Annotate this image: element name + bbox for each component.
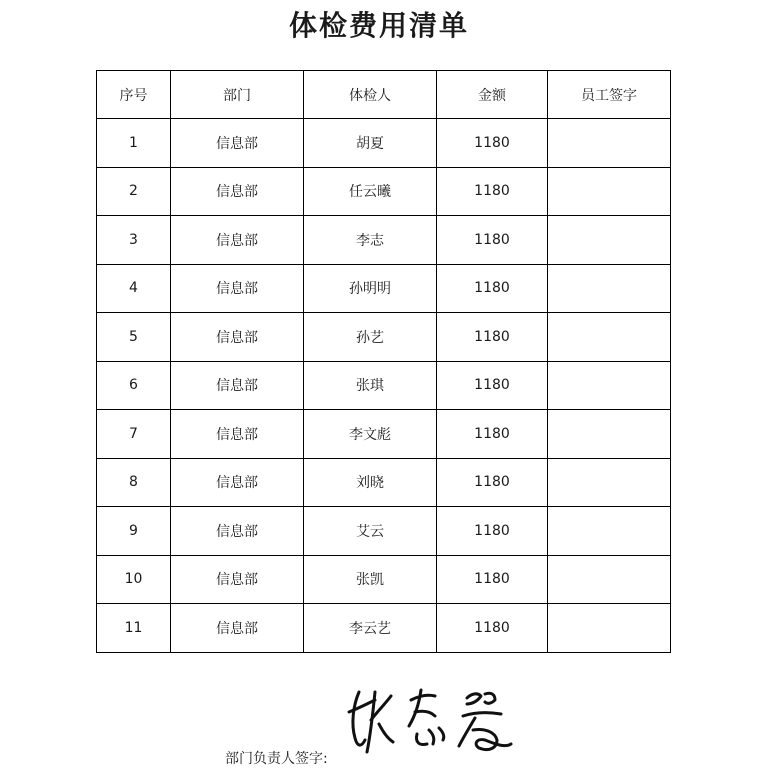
table-row: [97, 555, 671, 604]
cell-department: 信息部: [171, 264, 304, 313]
cell-examinee: 张凯: [304, 555, 437, 604]
cell-index: 8: [97, 458, 171, 507]
header-employee-signature: 员工签字: [548, 71, 671, 119]
cell-department: 信息部: [171, 458, 304, 507]
table-row: [97, 458, 671, 507]
header-amount: 金额: [437, 71, 548, 119]
department-head-signature-label: 部门负责人签字:: [225, 751, 328, 767]
table-row: [97, 216, 671, 265]
cell-signature: [548, 458, 671, 507]
cell-signature: [548, 410, 671, 459]
header-department: 部门: [171, 71, 304, 119]
cell-signature: [548, 313, 671, 362]
cell-index: 10: [97, 555, 171, 604]
cell-signature: [548, 555, 671, 604]
table-row: [97, 264, 671, 313]
cell-signature: [548, 167, 671, 216]
table-header-row: [97, 71, 671, 119]
cell-department: 信息部: [171, 410, 304, 459]
header-examinee: 体检人: [304, 71, 437, 119]
cell-amount: 1180: [437, 216, 548, 265]
cell-department: 信息部: [171, 216, 304, 265]
cell-index: 2: [97, 167, 171, 216]
cell-signature: [548, 264, 671, 313]
cell-signature: [548, 216, 671, 265]
table-row: [97, 507, 671, 556]
cell-examinee: 李文彪: [304, 410, 437, 459]
cell-index: 1: [97, 119, 171, 168]
document-title: 体检费用清单: [288, 9, 469, 42]
cell-index: 3: [97, 216, 171, 265]
cell-department: 信息部: [171, 313, 304, 362]
cell-department: 信息部: [171, 604, 304, 653]
cell-signature: [548, 119, 671, 168]
cell-signature: [548, 604, 671, 653]
fee-table: [96, 70, 671, 653]
cell-department: 信息部: [171, 167, 304, 216]
cell-amount: 1180: [437, 167, 548, 216]
cell-examinee: 孙明明: [304, 264, 437, 313]
table-row: [97, 604, 671, 653]
cell-amount: 1180: [437, 604, 548, 653]
cell-examinee: 张琪: [304, 361, 437, 410]
cell-examinee: 任云曦: [304, 167, 437, 216]
cell-examinee: 胡夏: [304, 119, 437, 168]
cell-index: 5: [97, 313, 171, 362]
table-row: [97, 313, 671, 362]
cell-signature: [548, 507, 671, 556]
cell-department: 信息部: [171, 507, 304, 556]
cell-amount: 1180: [437, 458, 548, 507]
cell-index: 4: [97, 264, 171, 313]
table-row: [97, 410, 671, 459]
cell-department: 信息部: [171, 119, 304, 168]
cell-amount: 1180: [437, 361, 548, 410]
cell-amount: 1180: [437, 119, 548, 168]
cell-index: 9: [97, 507, 171, 556]
cell-index: 7: [97, 410, 171, 459]
cell-department: 信息部: [171, 361, 304, 410]
cell-amount: 1180: [437, 264, 548, 313]
cell-examinee: 刘晓: [304, 458, 437, 507]
cell-amount: 1180: [437, 410, 548, 459]
cell-index: 6: [97, 361, 171, 410]
cell-index: 11: [97, 604, 171, 653]
handwritten-signature: [345, 682, 515, 762]
table-row: [97, 167, 671, 216]
header-index: 序号: [97, 71, 171, 119]
cell-amount: 1180: [437, 507, 548, 556]
cell-examinee: 李志: [304, 216, 437, 265]
cell-examinee: 艾云: [304, 507, 437, 556]
cell-examinee: 孙艺: [304, 313, 437, 362]
cell-signature: [548, 361, 671, 410]
table-row: [97, 119, 671, 168]
cell-amount: 1180: [437, 313, 548, 362]
table-row: [97, 361, 671, 410]
cell-amount: 1180: [437, 555, 548, 604]
cell-department: 信息部: [171, 555, 304, 604]
cell-examinee: 李云艺: [304, 604, 437, 653]
